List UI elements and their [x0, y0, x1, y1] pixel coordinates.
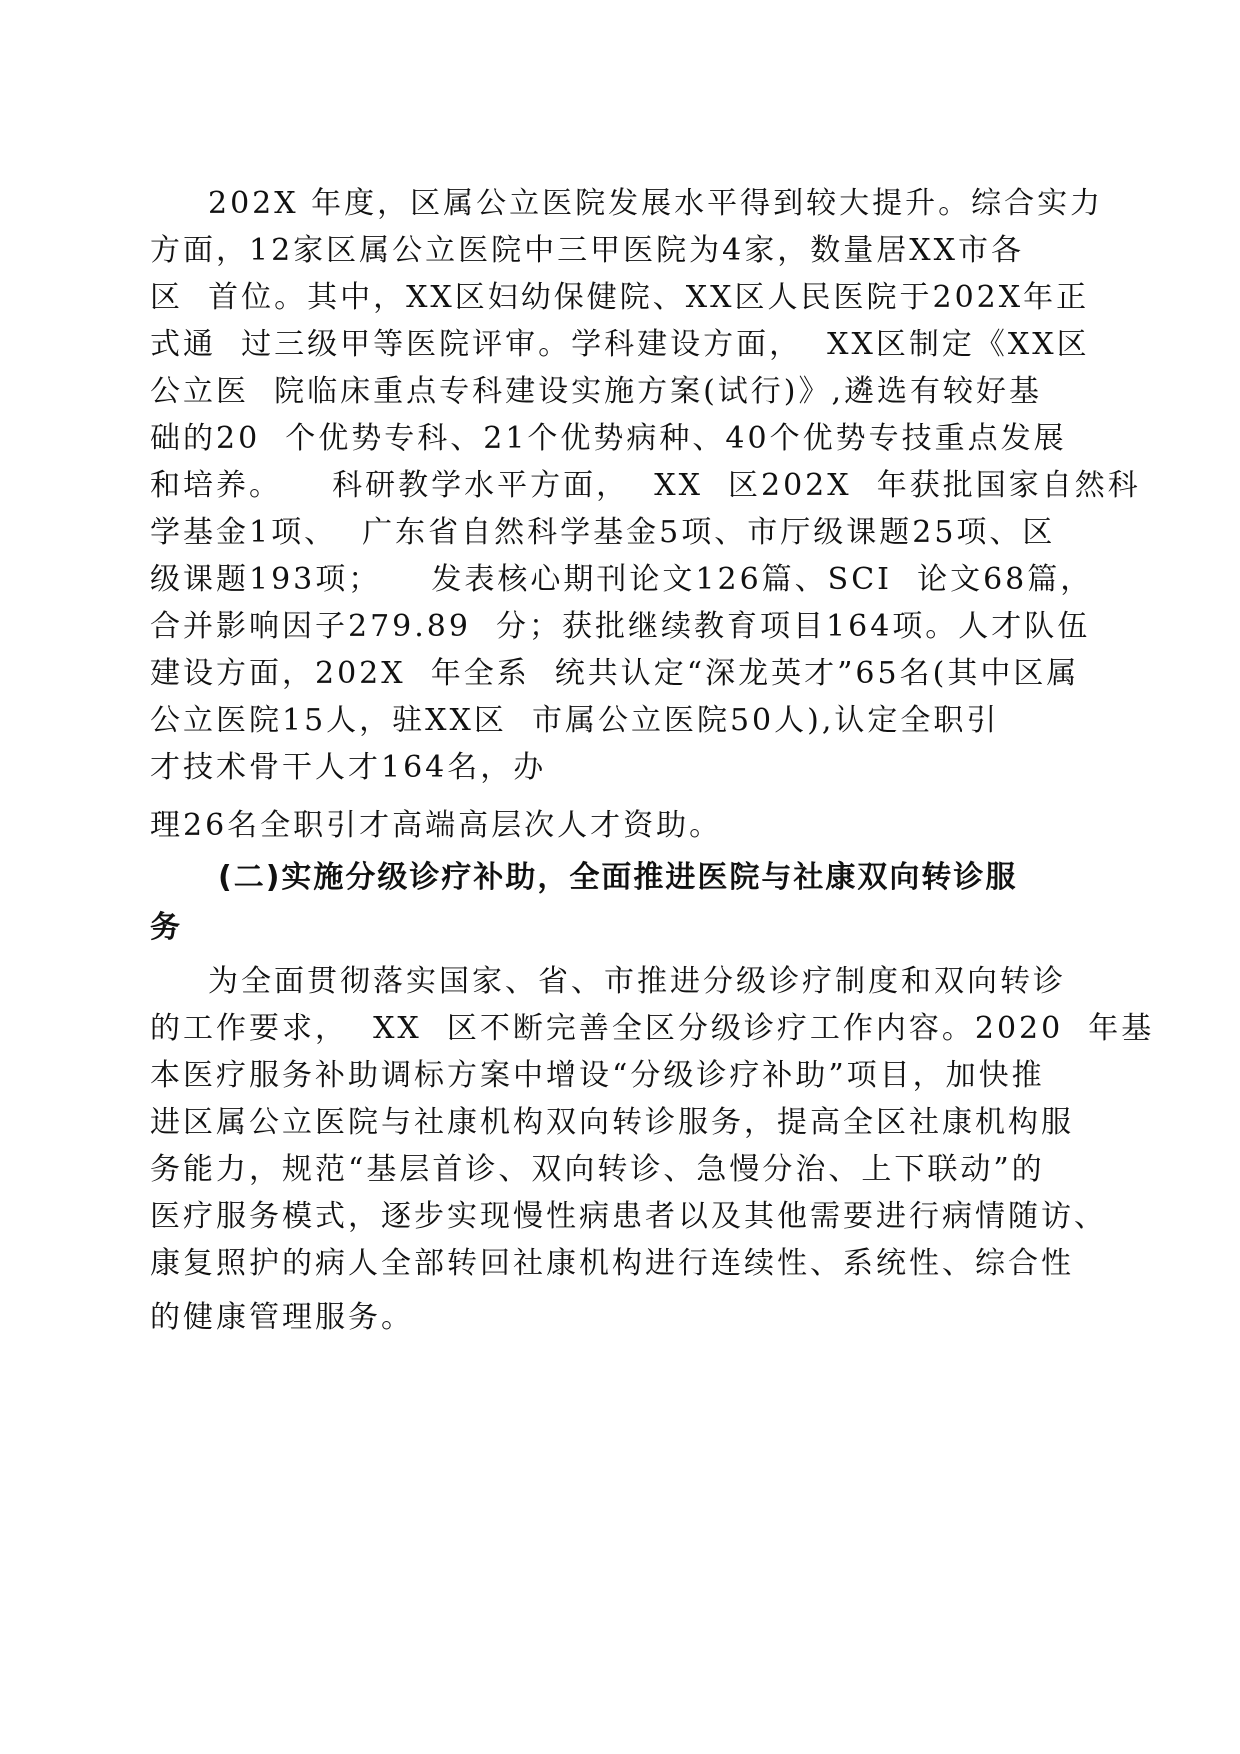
paragraph1-line: 202X 年度，区属公立医院发展水平得到较大提升。综合实力: [208, 186, 1104, 221]
paragraph2-line: 进区属公立医院与社康机构双向转诊服务，提高全区社康机构服: [150, 1105, 1074, 1140]
paragraph2-line: 医疗服务模式，逐步实现慢性病患者以及其他需要进行病情随访、: [150, 1199, 1107, 1234]
paragraph2-line: 的健康管理服务。: [150, 1300, 414, 1335]
paragraph1-line: 建设方面，202X 年全系 统共认定“深龙英才”65名(其中区属: [150, 656, 1080, 691]
paragraph2-line: 务能力，规范“基层首诊、双向转诊、急慢分治、上下联动”的: [150, 1152, 1045, 1187]
paragraph1-line: 和培养。 科研教学水平方面， XX 区202X 年获批国家自然科: [150, 468, 1141, 503]
section-heading: (二)实施分级诊疗补助，全面推进医院与社康双向转诊服: [218, 860, 1018, 895]
paragraph2-line: 的工作要求， XX 区不断完善全区分级诊疗工作内容。2020 年基: [150, 1011, 1155, 1046]
paragraph2-line: 本医疗服务补助调标方案中增设“分级诊疗补助”项目，加快推: [150, 1058, 1045, 1093]
paragraph1-line: 区 首位。其中，XX区妇幼保健院、XX区人民医院于202X年正: [150, 280, 1090, 315]
paragraph1-line: 级课题193项； 发表核心期刊论文126篇、SCI 论文68篇，: [150, 562, 1094, 597]
paragraph1-line: 理26名全职引才高端高层次人才资助。: [150, 808, 723, 843]
paragraph1-line: 合并影响因子279.89 分；获批继续教育项目164项。人才队伍: [150, 609, 1091, 644]
paragraph1-line: 公立医 院临床重点专科建设实施方案(试行)》,遴选有较好基: [150, 374, 1043, 409]
paragraph1-line: 础的20 个优势专科、21个优势病种、40个优势专技重点发展: [150, 421, 1067, 456]
paragraph1-line: 公立医院15人，驻XX区 市属公立医院50人),认定全职引: [150, 703, 1000, 738]
paragraph1-line: 式通 过三级甲等医院评审。学科建设方面， XX区制定《XX区: [150, 327, 1090, 362]
paragraph1-line: 才技术骨干人才164名，办: [150, 750, 547, 785]
paragraph1-line: 学基金1项、 广东省自然科学基金5项、市厅级课题25项、区: [150, 515, 1056, 550]
paragraph2-line: 康复照护的病人全部转回社康机构进行连续性、系统性、综合性: [150, 1246, 1074, 1281]
section-heading-continuation: 务: [150, 910, 182, 945]
paragraph1-line: 方面，12家区属公立医院中三甲医院为4家，数量居XX市各: [150, 233, 1024, 268]
paragraph2-line: 为全面贯彻落实国家、省、市推进分级诊疗制度和双向转诊: [208, 964, 1066, 999]
